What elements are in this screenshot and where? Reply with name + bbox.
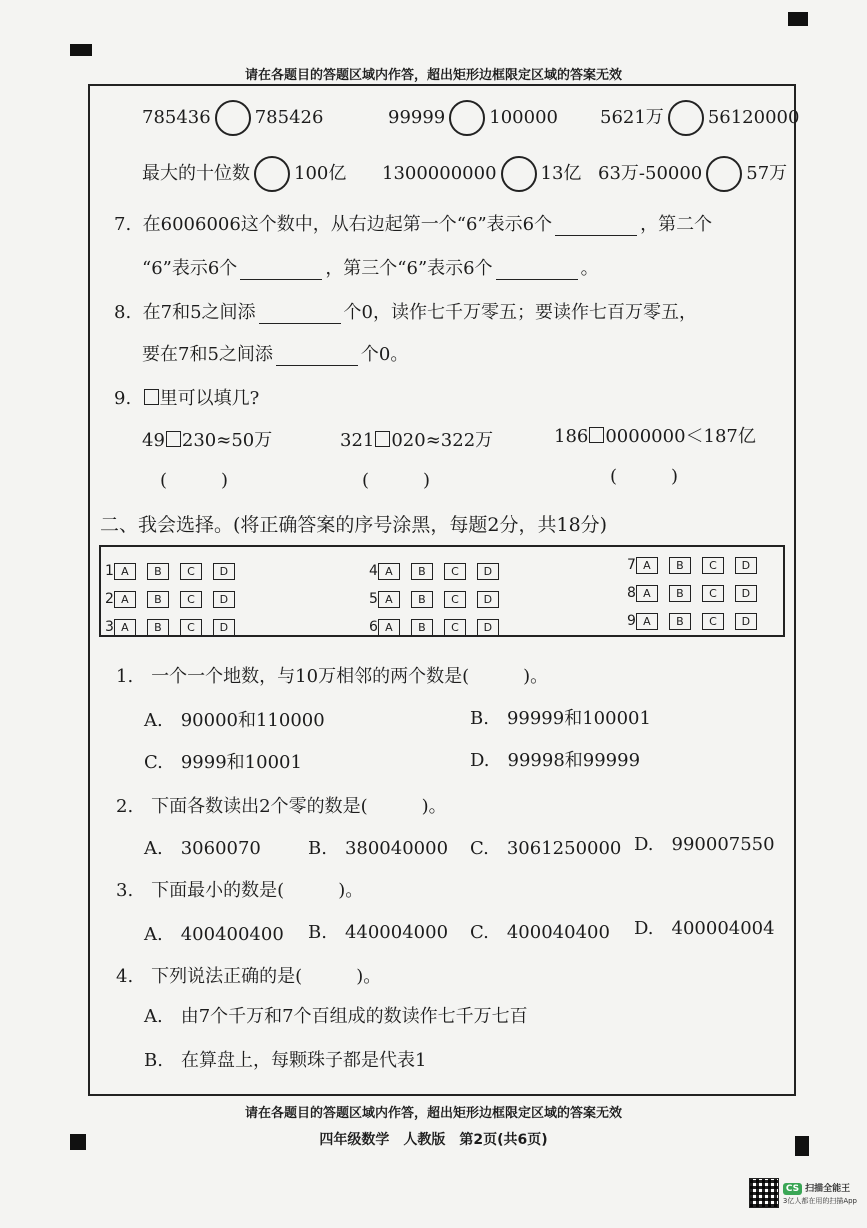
option-bubble[interactable]: C xyxy=(444,563,466,580)
compare-circle[interactable] xyxy=(254,156,290,192)
option-bubble[interactable]: B xyxy=(147,619,169,636)
compare-row-1: 785436 785426 xyxy=(142,100,323,136)
option-bubble[interactable]: A xyxy=(114,563,136,580)
digit-box[interactable] xyxy=(589,427,604,443)
fill-blank[interactable] xyxy=(276,347,358,366)
question-7-line-2: “6”表示6个 ，第三个“6”表示6个 。 xyxy=(142,258,599,279)
compare-circle[interactable] xyxy=(215,100,251,136)
mc-question-4: 4. 下列说法正确的是( )。 xyxy=(116,966,382,987)
mc-choice: A. 由7个千万和7个百组成的数读作七千万七百 xyxy=(144,1006,528,1027)
compare-row-2: 1300000000 13亿 xyxy=(382,156,581,192)
option-bubble[interactable]: A xyxy=(636,585,658,602)
option-bubble[interactable]: B xyxy=(147,591,169,608)
option-bubble[interactable]: C xyxy=(702,557,724,574)
option-bubble[interactable]: B xyxy=(411,619,433,636)
answer-row: 1 A B C D xyxy=(105,563,246,580)
option-bubble[interactable]: C xyxy=(180,619,202,636)
option-bubble[interactable]: A xyxy=(636,557,658,574)
option-bubble[interactable]: C xyxy=(702,585,724,602)
scanner-watermark: CS 扫描全能王 3亿人都在用的扫描App xyxy=(749,1178,857,1208)
answer-row: 6 A B C D xyxy=(369,619,510,636)
option-bubble[interactable]: B xyxy=(669,585,691,602)
question-7-line-1: 7. 在6006006这个数中，从右边起第一个“6”表示6个 ，第二个 xyxy=(114,214,713,235)
bottom-notice: 请在各题目的答题区域内作答，超出矩形边框限定区域的答案无效 xyxy=(244,1106,622,1121)
answer-paren[interactable]: ( ) xyxy=(610,466,679,487)
option-bubble[interactable]: C xyxy=(444,619,466,636)
mc-choice: B. 380040000 xyxy=(308,838,449,859)
option-bubble[interactable]: B xyxy=(411,591,433,608)
mc-choice: C. 3061250000 xyxy=(470,838,622,859)
option-bubble[interactable]: D xyxy=(213,619,235,636)
question-8-line-2: 要在7和5之间添 个0。 xyxy=(142,344,409,365)
digit-box xyxy=(144,389,159,405)
compare-row-2: 63万-50000 57万 xyxy=(598,156,787,192)
option-bubble[interactable]: D xyxy=(735,557,757,574)
digit-box[interactable] xyxy=(166,431,181,447)
mc-choice: C. 9999和10001 xyxy=(144,752,302,773)
compare-circle[interactable] xyxy=(501,156,537,192)
registration-mark xyxy=(788,12,808,26)
option-bubble[interactable]: D xyxy=(213,563,235,580)
top-notice: 请在各题目的答题区域内作答，超出矩形边框限定区域的答案无效 xyxy=(244,68,622,83)
option-bubble[interactable]: B xyxy=(669,557,691,574)
mc-question-3: 3. 下面最小的数是( )。 xyxy=(116,880,364,901)
option-bubble[interactable]: B xyxy=(411,563,433,580)
question-9-item: 321 020≈322万 xyxy=(340,430,494,451)
answer-sheet xyxy=(99,545,785,637)
option-bubble[interactable]: A xyxy=(114,619,136,636)
mc-choice: B. 在算盘上，每颗珠子都是代表1 xyxy=(144,1050,427,1071)
fill-blank[interactable] xyxy=(555,217,637,236)
mc-choice: D. 990007550 xyxy=(634,834,775,855)
option-bubble[interactable]: A xyxy=(378,591,400,608)
option-bubble[interactable]: D xyxy=(735,585,757,602)
option-bubble[interactable]: B xyxy=(669,613,691,630)
question-9-item: 49 230≈50万 xyxy=(142,430,273,451)
qr-code-icon xyxy=(749,1178,779,1208)
option-bubble[interactable]: D xyxy=(213,591,235,608)
compare-circle[interactable] xyxy=(706,156,742,192)
option-bubble[interactable]: A xyxy=(114,591,136,608)
answer-row: 3 A B C D xyxy=(105,619,246,636)
option-bubble[interactable]: D xyxy=(477,591,499,608)
mc-question-1: 1. 一个一个地数，与10万相邻的两个数是( )。 xyxy=(116,666,549,687)
answer-paren[interactable]: ( ) xyxy=(160,470,229,491)
mc-choice: A. 3060070 xyxy=(144,838,261,859)
option-bubble[interactable]: B xyxy=(147,563,169,580)
option-bubble[interactable]: C xyxy=(180,563,202,580)
camscanner-logo: CS xyxy=(783,1183,802,1195)
option-bubble[interactable]: D xyxy=(477,619,499,636)
mc-choice: B. 99999和100001 xyxy=(470,708,651,729)
compare-row-2: 最大的十位数 100亿 xyxy=(142,156,346,192)
question-9-title: 9. 里可以填几? xyxy=(114,388,260,409)
mc-choice: D. 99998和99999 xyxy=(470,750,641,771)
answer-row: 7 A B C D xyxy=(627,557,768,574)
mc-question-2: 2. 下面各数读出2个零的数是( )。 xyxy=(116,796,447,817)
mc-choice: A. 90000和110000 xyxy=(144,710,325,731)
option-bubble[interactable]: C xyxy=(444,591,466,608)
answer-paren[interactable]: ( ) xyxy=(362,470,431,491)
registration-mark xyxy=(70,44,92,56)
option-bubble[interactable]: A xyxy=(378,563,400,580)
answer-row: 9 A B C D xyxy=(627,613,768,630)
answer-row: 2 A B C D xyxy=(105,591,246,608)
option-bubble[interactable]: D xyxy=(477,563,499,580)
fill-blank[interactable] xyxy=(259,305,341,324)
answer-row: 8 A B C D xyxy=(627,585,768,602)
question-8-line-1: 8. 在7和5之间添 个0，读作七千万零五；要读作七百万零五， xyxy=(114,302,697,323)
mc-choice: D. 400004004 xyxy=(634,918,775,939)
compare-row-1: 99999 100000 xyxy=(388,100,558,136)
page-footer: 四年级数学 人教版 第2页(共6页) xyxy=(319,1132,548,1148)
fill-blank[interactable] xyxy=(240,261,322,280)
fill-blank[interactable] xyxy=(496,261,578,280)
option-bubble[interactable]: A xyxy=(636,613,658,630)
option-bubble[interactable]: D xyxy=(735,613,757,630)
question-9-item: 186 0000000＜187亿 xyxy=(554,426,756,447)
mc-choice: B. 440004000 xyxy=(308,922,449,943)
mc-choice: A. 400400400 xyxy=(144,924,284,945)
option-bubble[interactable]: A xyxy=(378,619,400,636)
compare-circle[interactable] xyxy=(668,100,704,136)
option-bubble[interactable]: C xyxy=(180,591,202,608)
digit-box[interactable] xyxy=(375,431,390,447)
section-2-title: 二、我会选择。(将正确答案的序号涂黑，每题2分，共18分) xyxy=(100,514,608,536)
option-bubble[interactable]: C xyxy=(702,613,724,630)
mc-choice: C. 400040400 xyxy=(470,922,610,943)
compare-row-1: 5621万 56120000 xyxy=(600,100,799,136)
answer-row: 4 A B C D xyxy=(369,563,510,580)
answer-row: 5 A B C D xyxy=(369,591,510,608)
compare-circle[interactable] xyxy=(449,100,485,136)
